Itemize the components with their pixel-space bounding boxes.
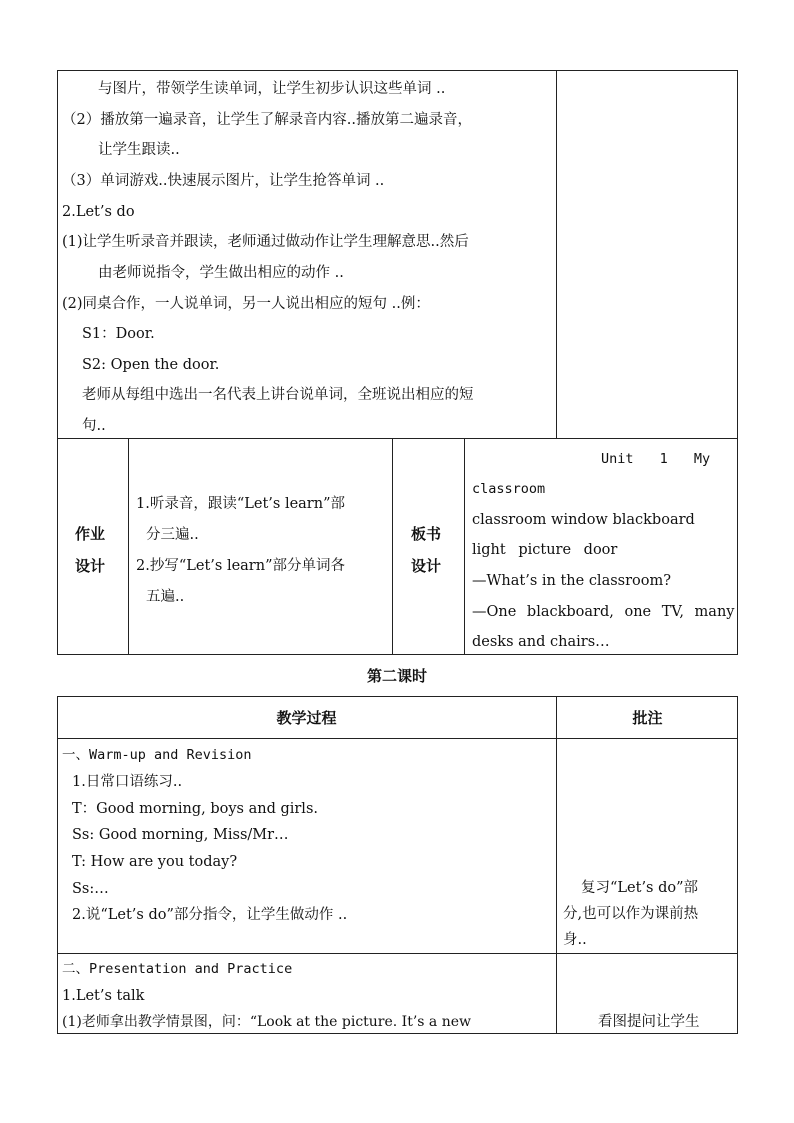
board-line: light picture door (472, 542, 618, 558)
text-line: S1：Door. (82, 326, 155, 342)
warmup-note: 复习“Let’s do”部 (581, 880, 699, 896)
homework-label: 作业 (75, 525, 106, 543)
homework-item: 五遍.. (146, 589, 185, 605)
text-line: （3）单词游戏..快速展示图片，让学生抢答单词 .. (62, 173, 385, 189)
warmup-line: T：Good morning, boys and girls. (72, 801, 318, 817)
presentation-heading: 二、Presentation and Practice (62, 961, 293, 977)
text-line: (1)让学生听录音并跟读，老师通过做动作让学生理解意思..然后 (62, 234, 469, 250)
lesson-title: 第二课时 (366, 667, 427, 685)
warmup-note: 分,也可以作为课前热 (563, 906, 699, 922)
text-line: 句.. (82, 418, 106, 434)
text-line: 2.Let’s do (62, 204, 135, 220)
text-line: 由老师说指令，学生做出相应的动作 .. (98, 265, 344, 281)
board-line: —One blackboard, one TV, many (472, 604, 735, 620)
text-line: 让学生跟读.. (98, 142, 180, 158)
presentation-line: (1)老师拿出教学情景图，问：“Look at the picture. It’s a new (62, 1014, 472, 1030)
board-line: —What’s in the classroom? (472, 573, 672, 589)
text-line: S2: Open the door. (82, 357, 220, 373)
column-header-process: 教学过程 (276, 709, 337, 727)
board-line: classroom window blackboard (472, 512, 695, 528)
board-title: Unit 1 My (601, 451, 711, 467)
warmup-line: Ss:… (72, 881, 109, 897)
board-title-cont: classroom (472, 481, 546, 497)
text-line: 老师从每组中选出一名代表上讲台说单词，全班说出相应的短 (82, 387, 474, 403)
column-header-notes: 批注 (632, 709, 663, 727)
text-line: (2)同桌合作，一人说单词，另一人说出相应的短句 ..例： (62, 296, 430, 312)
homework-item: 2.抄写“Let’s learn”部分单词各 (136, 558, 345, 574)
warmup-line: 2.说“Let’s do”部分指令，让学生做动作 .. (72, 907, 348, 923)
presentation-note: 看图提问让学生 (598, 1014, 700, 1030)
presentation-line: 1.Let’s talk (62, 988, 145, 1004)
warmup-line: 1.日常口语练习.. (72, 774, 183, 790)
text-line: 与图片，带领学生读单词，让学生初步认识这些单词 .. (98, 81, 446, 97)
warmup-line: Ss: Good morning, Miss/Mr… (72, 827, 289, 843)
homework-label-2: 设计 (75, 557, 106, 575)
homework-item: 分三遍.. (146, 527, 199, 543)
warmup-heading: 一、Warm-up and Revision (62, 747, 252, 763)
text-line: （2）播放第一遍录音，让学生了解录音内容..播放第二遍录音， (62, 112, 472, 128)
board-line: desks and chairs… (472, 634, 610, 650)
warmup-note: 身.. (563, 932, 587, 948)
board-label: 板书 (411, 525, 442, 543)
board-label-2: 设计 (411, 557, 442, 575)
warmup-line: T: How are you today? (72, 854, 238, 870)
homework-item: 1.听录音，跟读“Let’s learn”部 (136, 496, 345, 512)
